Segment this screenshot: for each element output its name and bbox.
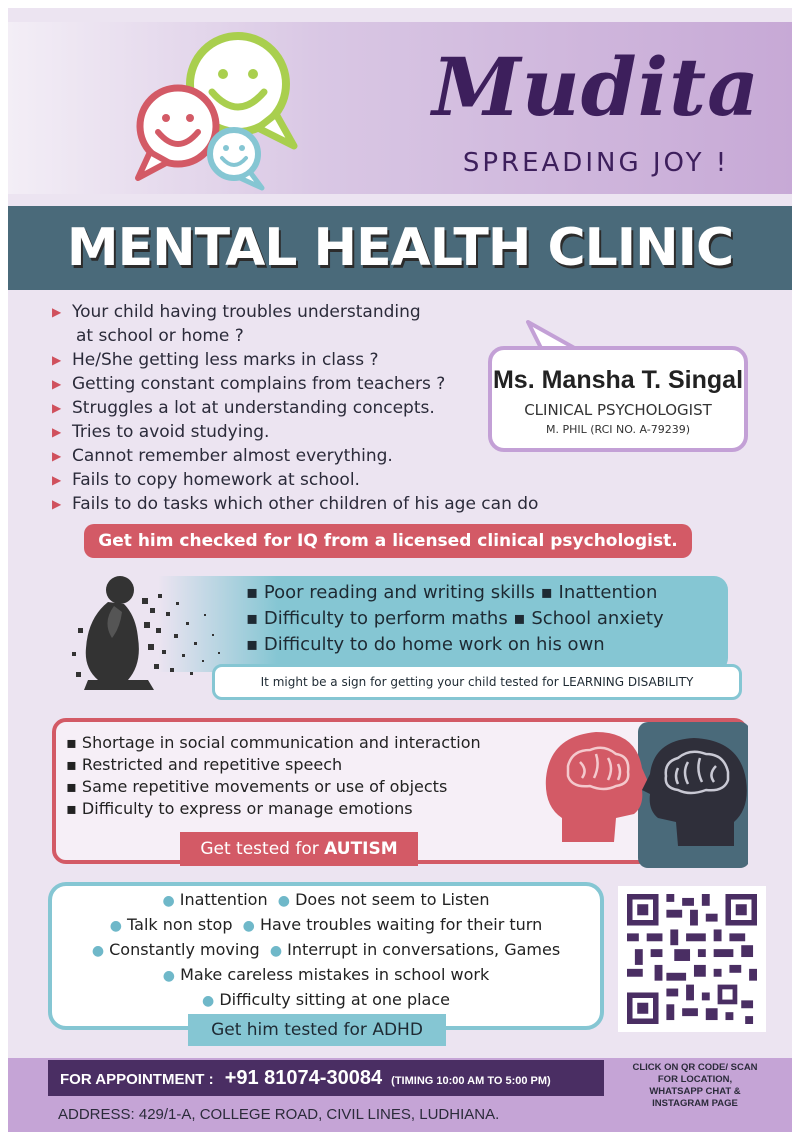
two-heads-brain-icon — [538, 722, 748, 868]
brand-name: Mudita — [432, 40, 760, 134]
autism-sign: ▪ Restricted and repetitive speech — [66, 755, 343, 774]
psychologist-card — [488, 346, 748, 452]
smiley-bubbles-logo-icon — [126, 22, 326, 194]
learning-disability-signs — [246, 580, 726, 658]
qr-instructions: CLICK ON QR CODE/ SCAN FOR LOCATION, WHATSAPP CHAT & INSTAGRAM PAGE — [632, 1062, 758, 1109]
autism-signs — [66, 732, 546, 820]
psychologist-role: CLINICAL PSYCHOLOGIST — [524, 401, 712, 419]
learning-disability-note: It might be a sign for getting your child tested for LEARNING DISABILITY — [212, 664, 742, 700]
brand-tagline: SPREADING JOY ! — [462, 148, 730, 178]
qr-code[interactable] — [618, 886, 766, 1032]
adhd-sign-line: ● Talk non stop ● Have troubles waiting for their turn — [109, 915, 543, 934]
iq-cta-banner: Get him checked for IQ from a licensed clinical psychologist. — [84, 524, 692, 558]
psychologist-degree: M. PHIL (RCI NO. A-79239) — [545, 423, 691, 436]
ld-sign-line: ▪ Poor reading and writing skills ▪ Inattention — [246, 582, 658, 603]
adhd-sign-line: ● Difficulty sitting at one place — [202, 990, 450, 1009]
adhd-sign-line: ● Inattention ● Does not seem to Listen — [162, 890, 490, 909]
psychologist-name: Ms. Mansha T. Singal — [492, 366, 744, 394]
clinic-address: ADDRESS: 429/1-A, COLLEGE ROAD, CIVIL LINES, LUDHIANA. — [58, 1106, 500, 1123]
symptom-item: ▶ Getting constant complains from teachers ? — [52, 372, 612, 396]
symptom-item: ▶ Fails to copy homework at school. — [52, 468, 612, 492]
adhd-cta-banner: Get him tested for ADHD — [188, 1014, 446, 1046]
appointment-timing: (TIMING 10:00 AM TO 5:00 PM) — [391, 1075, 551, 1087]
qr-code-icon — [626, 894, 758, 1024]
ld-sign-line: ▪ Difficulty to perform maths ▪ School anxiety — [246, 608, 664, 629]
symptom-item: ▶ Tries to avoid studying. — [52, 420, 612, 444]
adhd-sign-line: ● Make careless mistakes in school work — [162, 965, 490, 984]
symptom-item: ▶ He/She getting less marks in class ? — [52, 348, 612, 372]
symptom-item: ▶ Cannot remember almost everything. — [52, 444, 612, 468]
symptom-item: ▶ Fails to do tasks which other children of his age can do — [52, 492, 612, 516]
symptom-item: ▶ Struggles a lot at understanding concepts. — [52, 396, 612, 420]
adhd-sign-line: ● Constantly moving ● Interrupt in conversations, Games — [91, 940, 561, 959]
autism-sign: ▪ Same repetitive movements or use of objects — [66, 777, 448, 796]
ld-sign-line: ▪ Difficulty to do home work on his own — [246, 634, 605, 655]
autism-sign: ▪ Difficulty to express or manage emotions — [66, 799, 413, 818]
poster — [8, 8, 792, 1132]
adhd-signs — [48, 888, 604, 1013]
symptom-item: ▶ Your child having troubles understanding at school or home ? — [52, 300, 612, 348]
autism-sign: ▪ Shortage in social communication and interaction — [66, 733, 481, 752]
page-title: MENTAL HEALTH CLINIC — [66, 218, 734, 278]
header — [8, 22, 792, 194]
appointment-phone[interactable]: +91 81074-30084 — [224, 1067, 383, 1089]
title-band — [8, 206, 792, 290]
appointment-label: FOR APPOINTMENT : — [60, 1071, 214, 1088]
autism-cta-banner: Get tested for AUTISM — [180, 832, 418, 866]
appointment-banner — [48, 1060, 604, 1096]
